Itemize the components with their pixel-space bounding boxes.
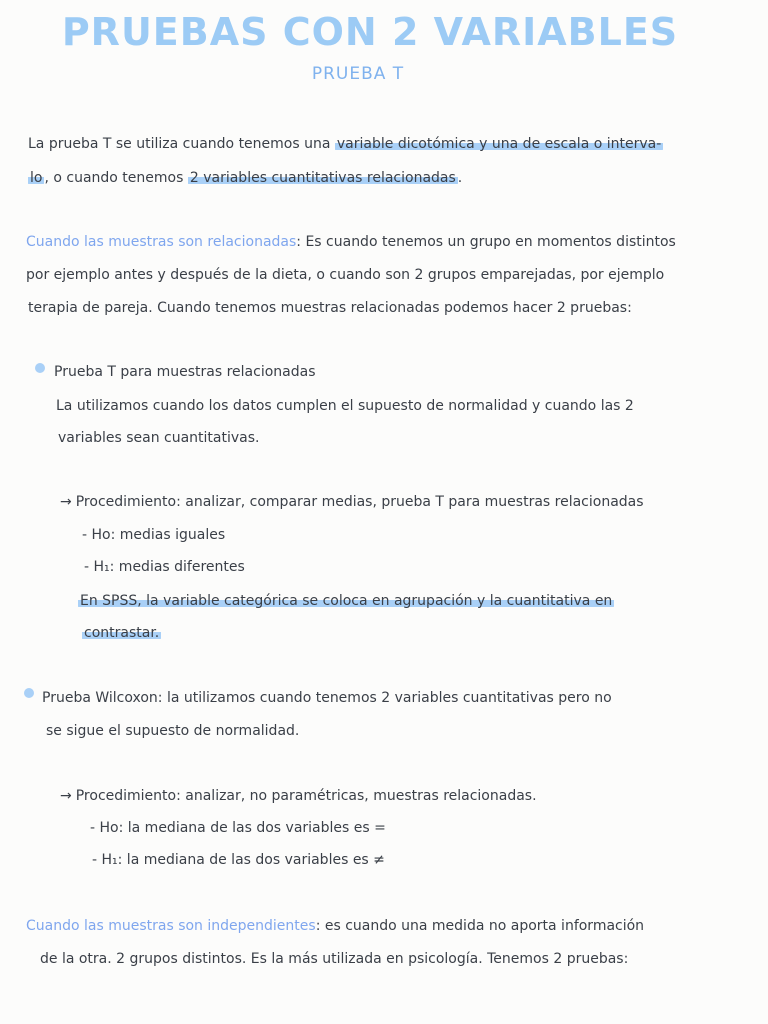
relacionadas-line-2: por ejemplo antes y después de la dieta, o cuando son 2 grupos emparejadas, por ejemplo xyxy=(26,267,665,283)
prueba-t-line-2: variables sean cuantitativas. xyxy=(58,430,260,446)
independientes-line-2: de la otra. 2 grupos distintos. Es la más utilizada en psicología. Tenemos 2 pruebas: xyxy=(40,951,629,967)
intro-highlight-1: variable dicotómica y una de escala o interva- xyxy=(336,136,662,152)
relacionadas-line-1 xyxy=(26,234,676,250)
wilcoxon-line-2: se sigue el supuesto de normalidad. xyxy=(46,723,300,739)
spss-line-2 xyxy=(82,625,161,641)
intro-text-3: . xyxy=(457,170,463,186)
intro-highlight-3: 2 variables cuantitativas relacionadas xyxy=(189,170,456,186)
prueba-t-name: Prueba T para muestras relacionadas xyxy=(54,364,316,380)
prueba-t-h0: - Ho: medias iguales xyxy=(82,527,226,543)
wilcoxon-line-1: Prueba Wilcoxon: la utilizamos cuando tenemos 2 variables cuantitativas pero no xyxy=(42,690,612,706)
bullet-dot-icon xyxy=(24,688,34,698)
intro-text: La prueba T se utiliza cuando tenemos una xyxy=(28,136,335,152)
intro-text-2: , o cuando tenemos xyxy=(44,170,188,186)
independientes-heading: Cuando las muestras son independientes xyxy=(26,918,316,934)
spss-line-1 xyxy=(78,593,614,609)
prueba-t-procedure-text: Procedimiento: analizar, comparar medias, prueba T para muestras relacionadas xyxy=(75,494,644,510)
spss-highlight-2: contrastar. xyxy=(84,625,160,641)
wilcoxon-procedure-text: Procedimiento: analizar, no paramétricas, muestras relacionadas. xyxy=(75,788,537,804)
intro-line-1 xyxy=(28,136,663,152)
independientes-text-1: : es cuando una medida no aporta información xyxy=(315,918,645,934)
intro-line-2 xyxy=(28,170,462,186)
page-subtitle: PRUEBA T xyxy=(311,64,405,84)
wilcoxon-h1: - H₁: la mediana de las dos variables es ≠ xyxy=(92,852,385,868)
arrow-right-icon: → xyxy=(60,788,72,804)
independientes-line-1 xyxy=(26,918,644,934)
intro-highlight-2: lo xyxy=(30,170,43,186)
prueba-t-line-1: La utilizamos cuando los datos cumplen el supuesto de normalidad y cuando las 2 xyxy=(56,398,634,414)
prueba-t-procedure xyxy=(60,494,644,510)
arrow-right-icon: → xyxy=(60,494,72,510)
bullet-dot-icon xyxy=(35,363,45,373)
relacionadas-text-1: : Es cuando tenemos un grupo en momentos distintos xyxy=(296,234,676,250)
spss-highlight-1: En SPSS, la variable categórica se coloca en agrupación y la cuantitativa en xyxy=(80,593,613,609)
wilcoxon-h0: - Ho: la mediana de las dos variables es = xyxy=(90,820,386,836)
prueba-t-h1: - H₁: medias diferentes xyxy=(84,559,245,575)
relacionadas-line-3: terapia de pareja. Cuando tenemos muestras relacionadas podemos hacer 2 pruebas: xyxy=(28,300,632,316)
relacionadas-heading: Cuando las muestras son relacionadas xyxy=(26,234,297,250)
page-title: PRUEBAS CON 2 VARIABLES xyxy=(61,10,679,54)
wilcoxon-procedure xyxy=(60,788,537,804)
